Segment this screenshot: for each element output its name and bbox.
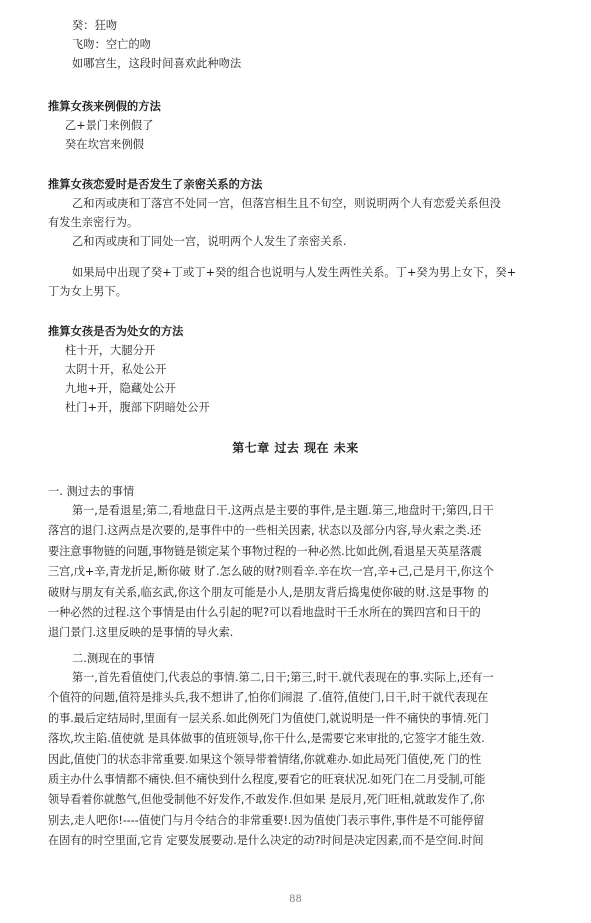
section-period-method xyxy=(48,97,562,154)
chapter-title: 第七章 过去 现在 未来 xyxy=(232,441,359,455)
paragraph-line: 落坎,坎主陷.值使就 是具体做事的值班领导,你干什么,是需要它来审批的,它签字才能生效. xyxy=(48,732,485,746)
paragraph-line: 一种必然的过程.这个事情是由什么引起的呢?可以看地盘时干壬水所在的巽四宫和日干的 xyxy=(48,606,481,620)
section-virgin-method xyxy=(48,322,562,417)
section-combination-note xyxy=(48,263,562,301)
paragraph-line: 个值符的问题,值符是排头兵,我不想讲了,怕你们闹混 了.值符,值使门,日干,时干就代表现在 xyxy=(48,691,489,705)
paragraph-line: 别去,走人吧你!----值使门与月令结合的非常重要!.因为值使门表示事件,事件是不可能停留 xyxy=(48,813,485,827)
paragraph-line: 破财与朋友有关系,临玄武,你这个朋友可能是小人,是朋友背后捣鬼使你破的财.这是事物 的 xyxy=(48,585,489,599)
paragraph-line: 第一,首先看值使门,代表总的事情.第二,日干;第三,时干.就代表现在的事.实际上,还有一 xyxy=(72,671,494,684)
section-relationship-method xyxy=(48,175,562,251)
list-item: 柱十开，大腿分开 xyxy=(65,344,156,357)
section-heading: 二.测现在的事情 xyxy=(72,652,155,665)
list-item: 太阴十开，私处公开 xyxy=(65,363,167,376)
section-heading: 推算女孩来例假的方法 xyxy=(48,100,161,113)
paragraph-line: 质主办什么事情都不痛快.但不痛快到什么程度,要看它的旺衰状况.如死门在二月受制,可能 xyxy=(48,773,486,787)
text-line: 如哪宫生，这段时间喜欢此种吻法 xyxy=(72,57,242,70)
text-line: 如果局中出现了癸+丁或丁+癸的组合也说明与人发生两性关系。丁+癸为男上女下，癸+ xyxy=(72,266,517,279)
text-line: 乙和丙或庚和丁落宫不处同一宫，但落宫相生且不旬空，则说明两个人有恋爱关系但没 xyxy=(72,197,501,210)
section-present xyxy=(48,649,562,852)
paragraph-line: 要注意事物链的问题,事物链是锁定某个事物过程的一种必然.比如此例,看退星天英星落震 xyxy=(48,544,482,558)
text-line: 有发生亲密行为。 xyxy=(48,216,139,229)
text-line: 丁为女上男下。 xyxy=(48,285,128,298)
kiss-types-section xyxy=(48,16,562,73)
paragraph-line: 的事.最后定结局时,里面有一层关系.如此例死门为值使门,就说明是一件不痛快的事情.死门 xyxy=(48,711,489,725)
paragraph-line: 退门景门.这里反映的是事情的导火索. xyxy=(48,626,234,640)
section-past xyxy=(48,482,562,644)
paragraph-line: 在固有的时空里面,它肯 定要发展要动.是什么决定的动?时间是决定因素,而不是空间.时间 xyxy=(48,834,484,848)
list-item: 杜门+开，腹部下阴暗处公开 xyxy=(65,401,210,414)
paragraph-line: 第一,是看退星;第二,看地盘日干.这两点是主要的事件,是主题.第三,地盘时干;第四,日干 xyxy=(72,504,494,517)
text-line: 飞吻：空亡的吻 xyxy=(72,38,152,51)
paragraph-line: 因此,值使门的状态非常重要.如果这个领导带着情绪,你就难办.如此局死门值使,死 门的性 xyxy=(48,752,482,766)
section-heading: 推算女孩是否为处女的方法 xyxy=(48,325,184,338)
list-item: 癸在坎宫来例假 xyxy=(65,138,145,151)
list-item: 九地+开，隐藏处公开 xyxy=(65,382,177,395)
section-heading: 一. 测过去的事情 xyxy=(48,485,135,498)
text-line: 乙和丙或庚和丁同处一宫，说明两个人发生了亲密关系. xyxy=(72,235,347,248)
paragraph-line: 三宫,戊+辛,青龙折足,断你破 财了.怎么破的财?则看辛.辛在坎一宫,辛+己,己是月干,你这个 xyxy=(48,565,494,579)
page-number: 88 xyxy=(289,894,302,905)
text-line: 癸：狂吻 xyxy=(72,19,118,32)
paragraph-line: 领导看着你就憋气,但他受制他不好发作,不敢发作.但如果 是辰月,死门旺相,就敢发作了,你 xyxy=(48,793,485,807)
list-item: 乙+景门来例假了 xyxy=(65,119,154,132)
paragraph-line: 落宫的退门.这两点是次要的,是事件中的一些相关因素, 状态以及部分内容,导火索之类.还 xyxy=(48,524,482,538)
section-heading: 推算女孩恋爱时是否发生了亲密关系的方法 xyxy=(48,178,263,191)
